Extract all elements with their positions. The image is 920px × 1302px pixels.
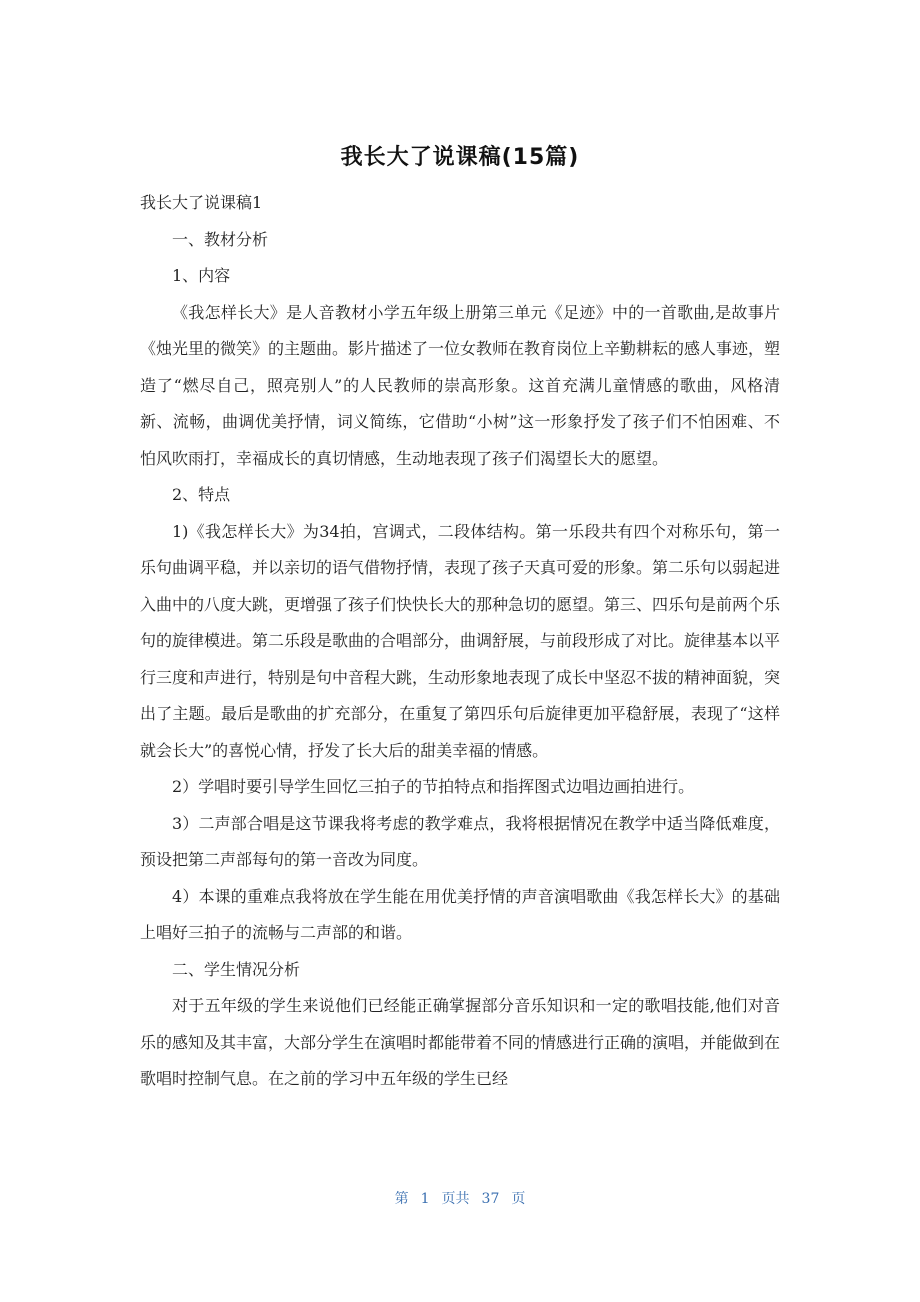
footer-middle: 页共	[441, 1191, 470, 1207]
body-paragraph: 《我怎样长大》是人音教材小学五年级上册第三单元《足迹》中的一首歌曲,是故事片《烛光里的微笑》的主题曲。影片描述了一位女教师在教育岗位上辛勤耕耘的感人事迹，塑造了“燃尽自己，照亮别人”的人民教师的崇高形象。这首充满儿童情感的歌曲，风格清新、流畅，曲调优美抒情，词义简练，它借助“小树”这一形象抒发了孩子们不怕困难、不怕风吹雨打，幸福成长的真切情感，生动地表现了孩子们渴望长大的愿望。	[140, 302, 781, 468]
body-paragraph: 4）本课的重难点我将放在学生能在用优美抒情的声音演唱歌曲《我怎样长大》的基础上唱好三拍子的流畅与二声部的和谐。	[140, 886, 780, 942]
subsection-heading: 一、教材分析	[172, 229, 269, 249]
body-paragraph: 3）二声部合唱是这节课我将考虑的教学难点，我将根据情况在教学中适当降低难度，预设把第二声部每句的第一音改为同度。	[140, 813, 780, 869]
document-body	[140, 185, 780, 1098]
footer-prefix: 第	[394, 1191, 409, 1207]
body-paragraph: 对于五年级的学生来说他们已经能正确掌握部分音乐知识和一定的歌唱技能,他们对音乐的感知及其丰富，大部分学生在演唱时都能带着不同的情感进行正确的演唱，并能做到在歌唱时控制气息。在之前的学习中五年级的学生已经	[140, 996, 781, 1088]
subsection-heading: 二、学生情况分析	[172, 959, 301, 979]
footer-current-page: 1	[420, 1191, 430, 1207]
body-paragraph: 2）学唱时要引导学生回忆三拍子的节拍特点和指挥图式边唱边画拍进行。	[172, 777, 695, 796]
document-title: 我长大了说课稿(15篇)	[340, 145, 580, 170]
body-paragraph: 1)《我怎样长大》为34拍，宫调式，二段体结构。第一乐段共有四个对称乐句，第一乐句曲调平稳，并以亲切的语气借物抒情，表现了孩子天真可爱的形象。第二乐句以弱起进入曲中的八度大跳，更增强了孩子们快快长大的那种急切的愿望。第三、四乐句是前两个乐句的旋律模进。第二乐段是歌曲的合唱部分，曲调舒展，与前段形成了对比。旋律基本以平行三度和声进行，特别是句中音程大跳，生动形象地表现了成长中坚忍不拔的精神面貌，突出了主题。最后是歌曲的扩充部分，在重复了第四乐句后旋律更加平稳舒展，表现了“这样就会长大”的喜悦心情，抒发了长大后的甜美幸福的情感。	[140, 521, 781, 760]
footer-suffix: 页	[511, 1191, 526, 1207]
footer-total-pages: 37	[481, 1191, 500, 1207]
subsection-heading: 1、内容	[172, 266, 231, 285]
subsection-heading: 2、特点	[172, 485, 231, 504]
section-heading: 我长大了说课稿1	[140, 193, 263, 212]
page-footer	[0, 1188, 920, 1208]
